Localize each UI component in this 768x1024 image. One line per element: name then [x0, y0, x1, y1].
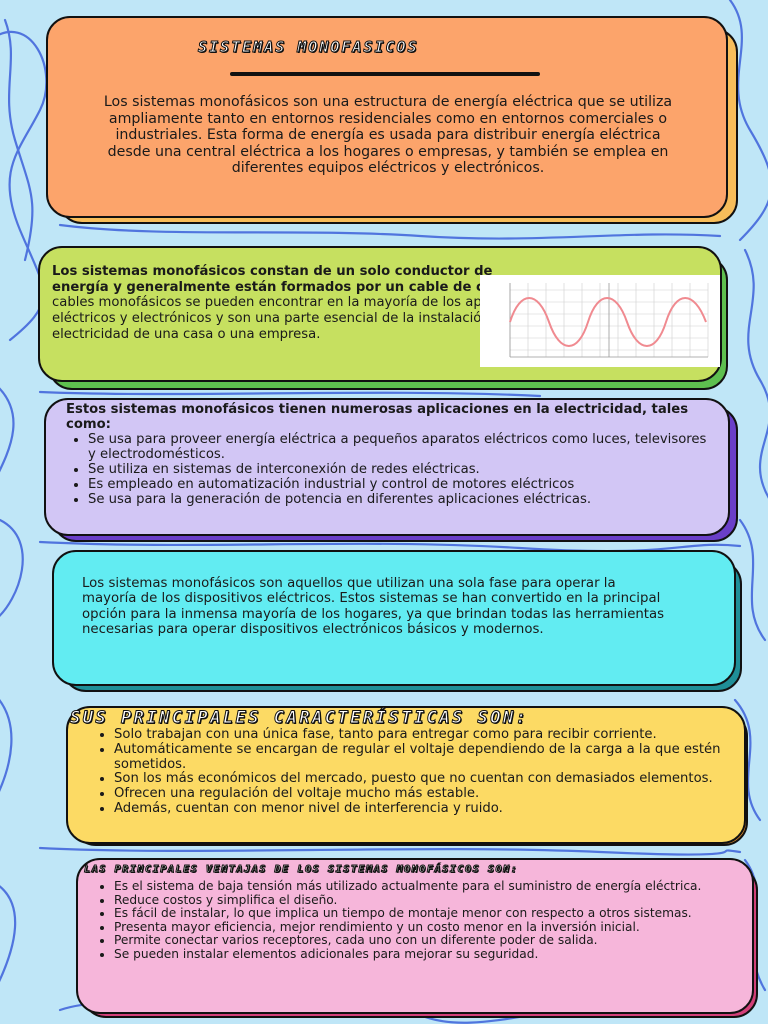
- single-phase-paragraph: Los sistemas monofásicos son aquellos que utilizan una sola fase para operar la mayoría de los dispositivos eléctricos. Estos sistemas se han convertido en la principal opción para la inmensa mayoría de los hogares, ya que brindan todas las herramientas necesarias para operar dispositivos electrónicos básicos y modernos.: [82, 576, 665, 637]
- list-item: • Automáticamente se encargan de regular el voltaje dependiendo de la carga a la que estén sometidos.: [114, 743, 768, 773]
- advantages-title: LAS PRINCIPALES VENTAJAS DE LOS SISTEMAS MONOFÁSICOS SON:: [84, 864, 519, 875]
- advantages-list: [84, 880, 768, 962]
- list-item: • Se utiliza en sistemas de interconexión de redes eléctricas.: [88, 462, 718, 477]
- list-item: • Es el sistema de baja tensión más utilizado actualmente para el suministro de energía eléctrica.: [114, 880, 768, 894]
- list-item: • Se usa para la generación de potencia en diferentes aplicaciones eléctricas.: [88, 492, 718, 507]
- list-item: • Solo trabajan con una única fase, tanto para entregar como para recibir corriente.: [114, 728, 768, 743]
- conductor-bold-text: Los sistemas monofásicos constan de un solo conductor de energía y generalmente están formados por un cable de cobre.: [52, 264, 523, 295]
- list-item: • Son los más económicos del mercado, puesto que no cuentan con demasiados elementos.: [114, 772, 768, 787]
- conductor-text: Los cables monofásicos se pueden encontrar en la mayoría de los aparatos eléctricos y electrónicos y son una parte esencial de la instalación de electricidad de una casa o una empresa.: [52, 279, 550, 342]
- characteristics-list: [78, 728, 768, 817]
- characteristics-card: [66, 706, 746, 844]
- list-item: • Se usa para proveer energía eléctrica a pequeños aparatos eléctricos como luces, televisores y electrodomésticos.: [88, 432, 718, 462]
- list-item: • Reduce costos y simplifica el diseño.: [114, 894, 768, 908]
- list-item: • Permite conectar varios receptores, cada uno con un diferente poder de salida.: [114, 934, 768, 948]
- list-item: • Presenta mayor eficiencia, mejor rendimiento y un costo menor en la inversión inicial.: [114, 921, 768, 935]
- applications-intro: Estos sistemas monofásicos tienen numerosas aplicaciones en la electricidad, tales como:: [66, 402, 689, 432]
- advantages-card: [76, 858, 754, 1014]
- sine-wave-icon: [480, 275, 720, 367]
- applications-card: [44, 398, 730, 536]
- title-underline: [230, 72, 540, 76]
- conductor-card: [38, 246, 722, 382]
- intro-card: [46, 16, 728, 218]
- list-item: • Es fácil de instalar, lo que implica un tiempo de montaje menor con respecto a otros sistemas.: [114, 907, 768, 921]
- applications-list: [66, 432, 718, 507]
- list-item: • Es empleado en automatización industrial y control de motores eléctricos: [88, 477, 718, 492]
- list-item: • Además, cuentan con menor nivel de interferencia y ruido.: [114, 802, 768, 817]
- conductor-paragraph: [52, 264, 552, 343]
- single-phase-card: [52, 550, 736, 686]
- section-title: SISTEMAS MONOFASICOS: [198, 38, 419, 56]
- characteristics-title: SUS PRINCIPALES CARACTERÍSTICAS SON:: [70, 708, 529, 728]
- list-item: • Se pueden instalar elementos adicionales para mejorar su seguridad.: [114, 948, 768, 962]
- intro-paragraph: Los sistemas monofásicos son una estructura de energía eléctrica que se utiliza ampliamente tanto en entornos residenciales como en entornos comerciales o industriales. Esta forma de energía es usada para distribuir energía eléctrica desde una central eléctrica a los hogares o empresas, y también se emplea en diferentes equipos eléctricos y electrónicos.: [103, 94, 673, 177]
- list-item: • Ofrecen una regulación del voltaje mucho más estable.: [114, 787, 768, 802]
